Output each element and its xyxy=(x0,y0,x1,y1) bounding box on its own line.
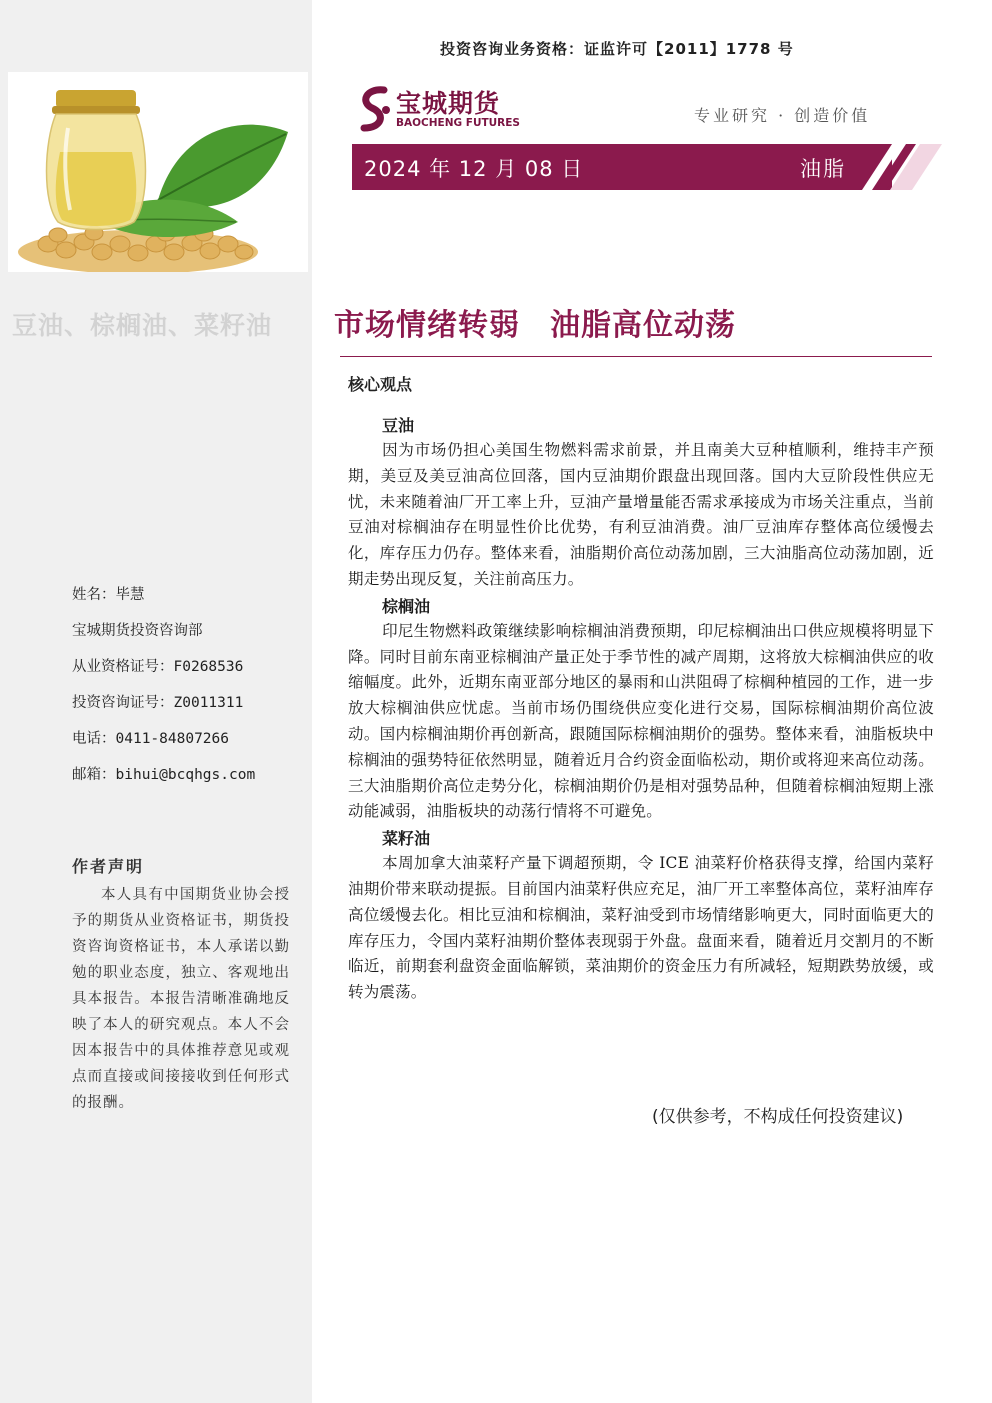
logo-english-name: BAOCHENG FUTURES xyxy=(396,117,520,129)
practice-license-number: 从业资格证号：F0268536 xyxy=(72,659,244,675)
company-slogan: 专业研究 · 创造价值 xyxy=(694,106,871,125)
date-banner xyxy=(352,144,892,190)
section-text-rapeseed-oil: 本周加拿大油菜籽产量下调超预期，令 ICE 油菜籽价格获得支撑，给国内菜籽油期价带来联动提振。目前国内油菜籽供应充足，油厂开工率整体高位，菜籽油库存高位缓慢去化。相比豆油和棕榈油，菜籽油受到市场情绪影响更大，同时面临更大的库存压力，令国内菜籽油期价整体表现弱于外盘。盘面来看，随着近月交割月的不断临近，前期套利盘资金面临解锁，菜油期价的资金压力有所减轻，短期跌势放缓，或转为震荡。 xyxy=(348,854,934,1002)
report-date: 2024 年 12 月 08 日 xyxy=(364,157,584,181)
report-title-part2: 油脂高位动荡 xyxy=(550,308,736,343)
analyst-name: 姓名：毕慧 xyxy=(72,587,145,603)
report-title xyxy=(334,300,736,344)
baocheng-logo-icon xyxy=(356,86,394,132)
soybean-oil-illustration xyxy=(8,72,308,272)
analyst-department: 宝城期货投资咨询部 xyxy=(72,623,203,639)
analyst-email: 邮箱：bihui@bcqhgs.com xyxy=(72,767,256,783)
logo-chinese-name: 宝城期货 xyxy=(396,89,501,118)
title-divider xyxy=(340,356,932,357)
section-heading-soybean-oil: 豆油 xyxy=(382,416,415,435)
sidebar-categories: 豆油、棕榈油、菜籽油 xyxy=(12,311,273,340)
investment-disclaimer: (仅供参考，不构成任何投资建议) xyxy=(652,1107,904,1127)
report-sector: 油脂 xyxy=(800,157,846,181)
sidebar xyxy=(0,0,312,1403)
license-line: 投资咨询业务资格：证监许可【2011】1778 号 xyxy=(440,40,794,58)
banner-stripes-decoration xyxy=(862,144,942,190)
section-text-palm-oil: 印尼生物燃料政策继续影响棕榈油消费预期，印尼棕榈油出口供应规模将明显下降。同时目前东南亚棕榈油产量正处于季节性的减产周期，这将放大棕榈油供应的收缩幅度。此外，近期东南亚部分地区的暴雨和山洪阻碍了棕榈种植园的工作，进一步放大棕榈油供应忧虑。当前市场仍围绕供应变化进行交易，国际棕榈油期价高位波动。国内棕榈油期价再创新高，跟随国际棕榈油期价的强势。整体来看，油脂板块中棕榈油的强势特征依然明显，随着近月合约资金面临松动，期价或将迎来高位动荡。三大油脂期价高位走势分化，棕榈油期价仍是相对强势品种，但随着棕榈油短期上涨动能减弱，油脂板块的动荡行情将不可避免。 xyxy=(348,621,934,821)
section-heading-rapeseed-oil: 菜籽油 xyxy=(382,829,431,849)
report-body xyxy=(348,414,934,1008)
declaration-text: 本人具有中国期货业协会授予的期货从业资格证书，期货投资咨询资格证书，本人承诺以勤勉的职业态度，独立、客观地出具本报告。本报告清晰准确地反映了本人的研究观点。本人不会因本报告中的具体推荐意见或观点而直接或间接接收到任何形式的报酬。 xyxy=(72,887,290,1111)
section-text-soybean-oil: 因为市场仍担心美国生物燃料需求前景，并且南美大豆种植顺利，维持丰产预期，美豆及美豆油高位回落，国内豆油期价跟盘出现回落。国内大豆阶段性供应无忧，未来随着油厂开工率上升，豆油产量增量能否需求承接成为市场关注重点，当前豆油对棕榈油存在明显性价比优势，有利豆油消费。油厂豆油库存整体高位缓慢去化，库存压力仍存。整体来看，油脂期价高位动荡加剧，三大油脂高位动荡加剧，近期走势出现反复，关注前高压力。 xyxy=(348,441,934,588)
consulting-license-number: 投资咨询证号：Z0011311 xyxy=(72,695,244,711)
soybean-oil-image xyxy=(8,72,308,272)
report-title-part1: 市场情绪转弱 xyxy=(334,308,520,343)
declaration-title: 作者声明 xyxy=(72,857,145,876)
analyst-phone: 电话：0411-84807266 xyxy=(72,731,229,747)
section-heading-palm-oil: 棕榈油 xyxy=(382,596,431,616)
company-logo xyxy=(356,86,526,132)
core-view-label: 核心观点 xyxy=(348,375,413,394)
analyst-contact xyxy=(72,582,302,798)
